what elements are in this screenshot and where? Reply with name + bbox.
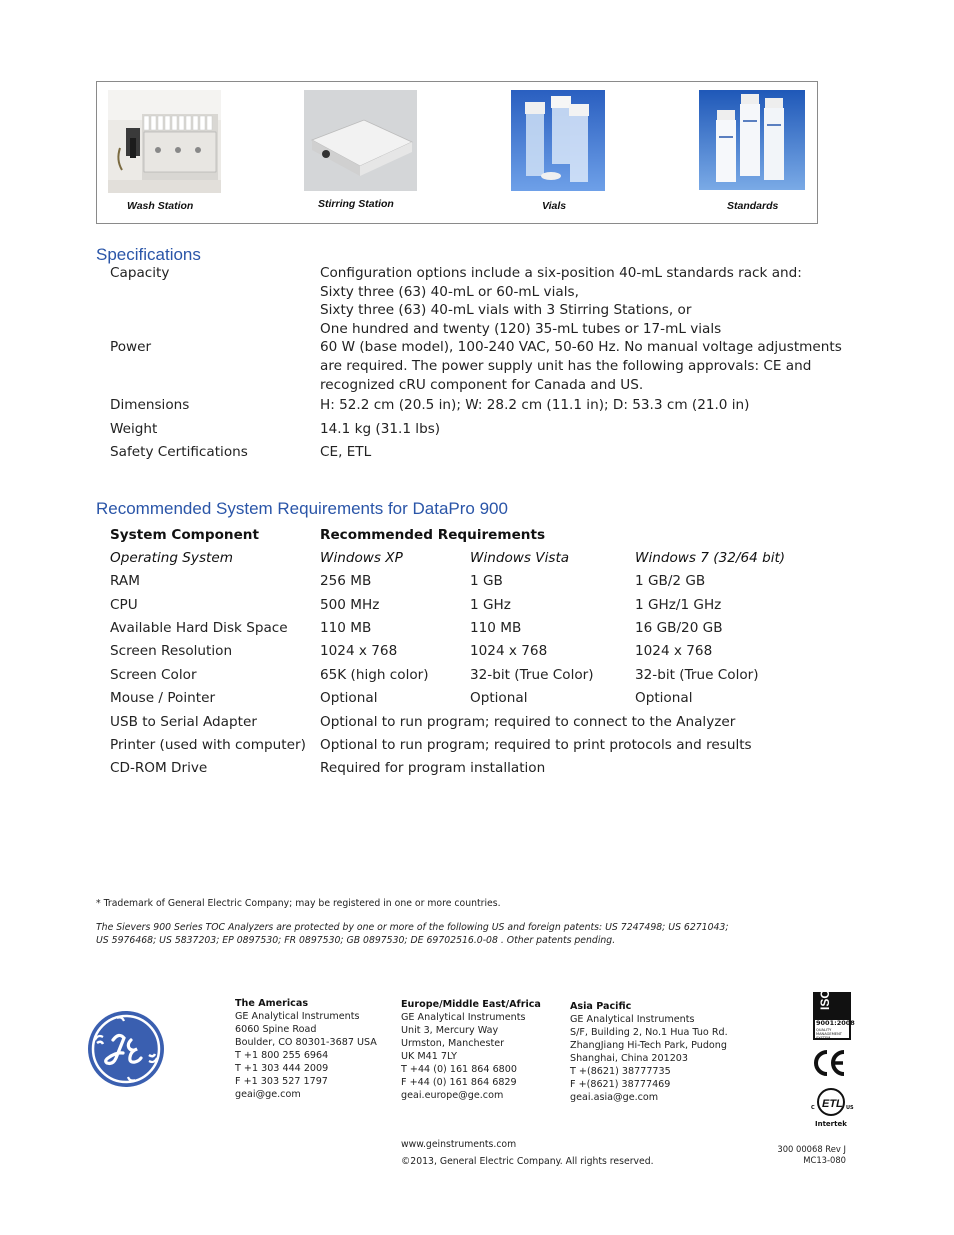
header-component: System Component: [110, 527, 259, 543]
etl-c-label: C: [811, 1105, 815, 1111]
os-xp: Windows XP: [320, 550, 403, 566]
spec-value: One hundred and twenty (120) 35-mL tubes or 17-mL vials: [320, 320, 722, 337]
spec-label: Power: [110, 339, 152, 355]
email-link[interactable]: geai.asia@ge.com: [570, 1092, 659, 1103]
address-americas: The Americas GE Analytical Instruments 6060 Spine Road Boulder, CO 80301-3687 USA T +1 800 255 6964 T +1 303 444 2009 F +1 303 527 1797 geai@ge.com: [235, 998, 377, 1100]
wash-station-caption: Wash Station: [127, 200, 194, 212]
header-requirements: Recommended Requirements: [320, 527, 546, 543]
standards-image: [699, 90, 805, 190]
product-image-panel: [96, 81, 818, 224]
spec-label: Capacity: [110, 265, 170, 281]
patents-note-line-1: The Sievers 900 Series TOC Analyzers are protected by one or more of the following US and foreign patents: US 7247498; US 6271043;: [96, 922, 729, 933]
trademark-note: * Trademark of General Electric Company; may be registered in one or more countries.: [96, 898, 501, 909]
ce-mark-icon: [811, 1048, 847, 1078]
patents-note-line-2: US 5976468; US 5837203; EP 0897530; FR 0897530; GB 0897530; DE 69702516.0-08 . Other patents pending.: [96, 935, 616, 946]
svg-text:ETL: ETL: [822, 1098, 843, 1110]
copyright: ©2013, General Electric Company. All rights reserved.: [401, 1156, 654, 1167]
website-link[interactable]: www.geinstruments.com: [401, 1139, 517, 1150]
specifications-heading: Specifications: [96, 245, 201, 264]
system-requirements-heading: Recommended System Requirements for DataPro 900: [96, 499, 508, 518]
spec-value: are required. The power supply unit has the following approvals: CE and: [320, 358, 812, 374]
spec-value: Sixty three (63) 40-mL vials with 3 Stirring Stations, or: [320, 302, 692, 318]
document-number: 300 00068 Rev J MC13-080: [777, 1144, 846, 1165]
address-asia: Asia Pacific GE Analytical Instruments S/F, Building 2, No.1 Hua Tuo Rd. ZhangJiang Hi-Tech Park, Pudong Shanghai, China 201203 T +(8621) 38777735 F +(8621) 38777469 geai.asia@ge.com: [570, 1001, 728, 1103]
vials-image: [511, 90, 605, 191]
spec-value: Sixty three (63) 40-mL or 60-mL vials,: [320, 283, 579, 300]
spec-label: Dimensions: [110, 397, 190, 413]
etl-brand: Intertek: [815, 1120, 847, 1128]
address-europe: Europe/Middle East/Africa GE Analytical Instruments Unit 3, Mercury Way Urmston, Manchester UK M41 7LY T +44 (0) 161 864 6800 F +44 (0) 161 864 6829 geai.europe@ge.com: [401, 999, 541, 1101]
email-link[interactable]: geai.europe@ge.com: [401, 1090, 504, 1101]
standards-caption: Standards: [727, 200, 779, 212]
iso-text: QUALITY MANAGEMENT SYSTEM: [816, 1028, 842, 1040]
spec-value: recognized cRU component for Canada and US.: [320, 377, 644, 393]
svg-text:ISO: ISO: [818, 992, 832, 1010]
etl-listed-badge: [811, 1084, 854, 1132]
os-vista: Windows Vista: [470, 550, 570, 566]
stirring-station-caption: Stirring Station: [318, 198, 394, 210]
os-win7: Windows 7 (32/64 bit): [635, 550, 786, 566]
spec-value: CE, ETL: [320, 444, 372, 460]
spec-value: 60 W (base model), 100-240 VAC, 50-60 Hz. No manual voltage adjustments: [320, 339, 842, 355]
spec-value: H: 52.2 cm (20.5 in); W: 28.2 cm (11.1 in); D: 53.3 cm (21.0 in): [320, 397, 750, 413]
os-label: Operating System: [110, 550, 233, 566]
spec-value: 14.1 kg (31.1 lbs): [320, 421, 441, 437]
vials-caption: Vials: [542, 200, 567, 212]
stirring-station-image: [304, 90, 417, 191]
iso-certification-badge: [813, 992, 855, 1040]
spec-label: Safety Certifications: [110, 444, 248, 460]
ge-logo: [87, 1010, 165, 1088]
etl-us-label: US: [846, 1105, 854, 1111]
spec-label: Weight: [110, 421, 158, 437]
wash-station-image: [108, 90, 221, 193]
email-link[interactable]: geai@ge.com: [235, 1089, 301, 1100]
spec-value: Configuration options include a six-position 40-mL standards rack and:: [320, 265, 802, 281]
iso-year: 9001:2008: [816, 1019, 855, 1027]
